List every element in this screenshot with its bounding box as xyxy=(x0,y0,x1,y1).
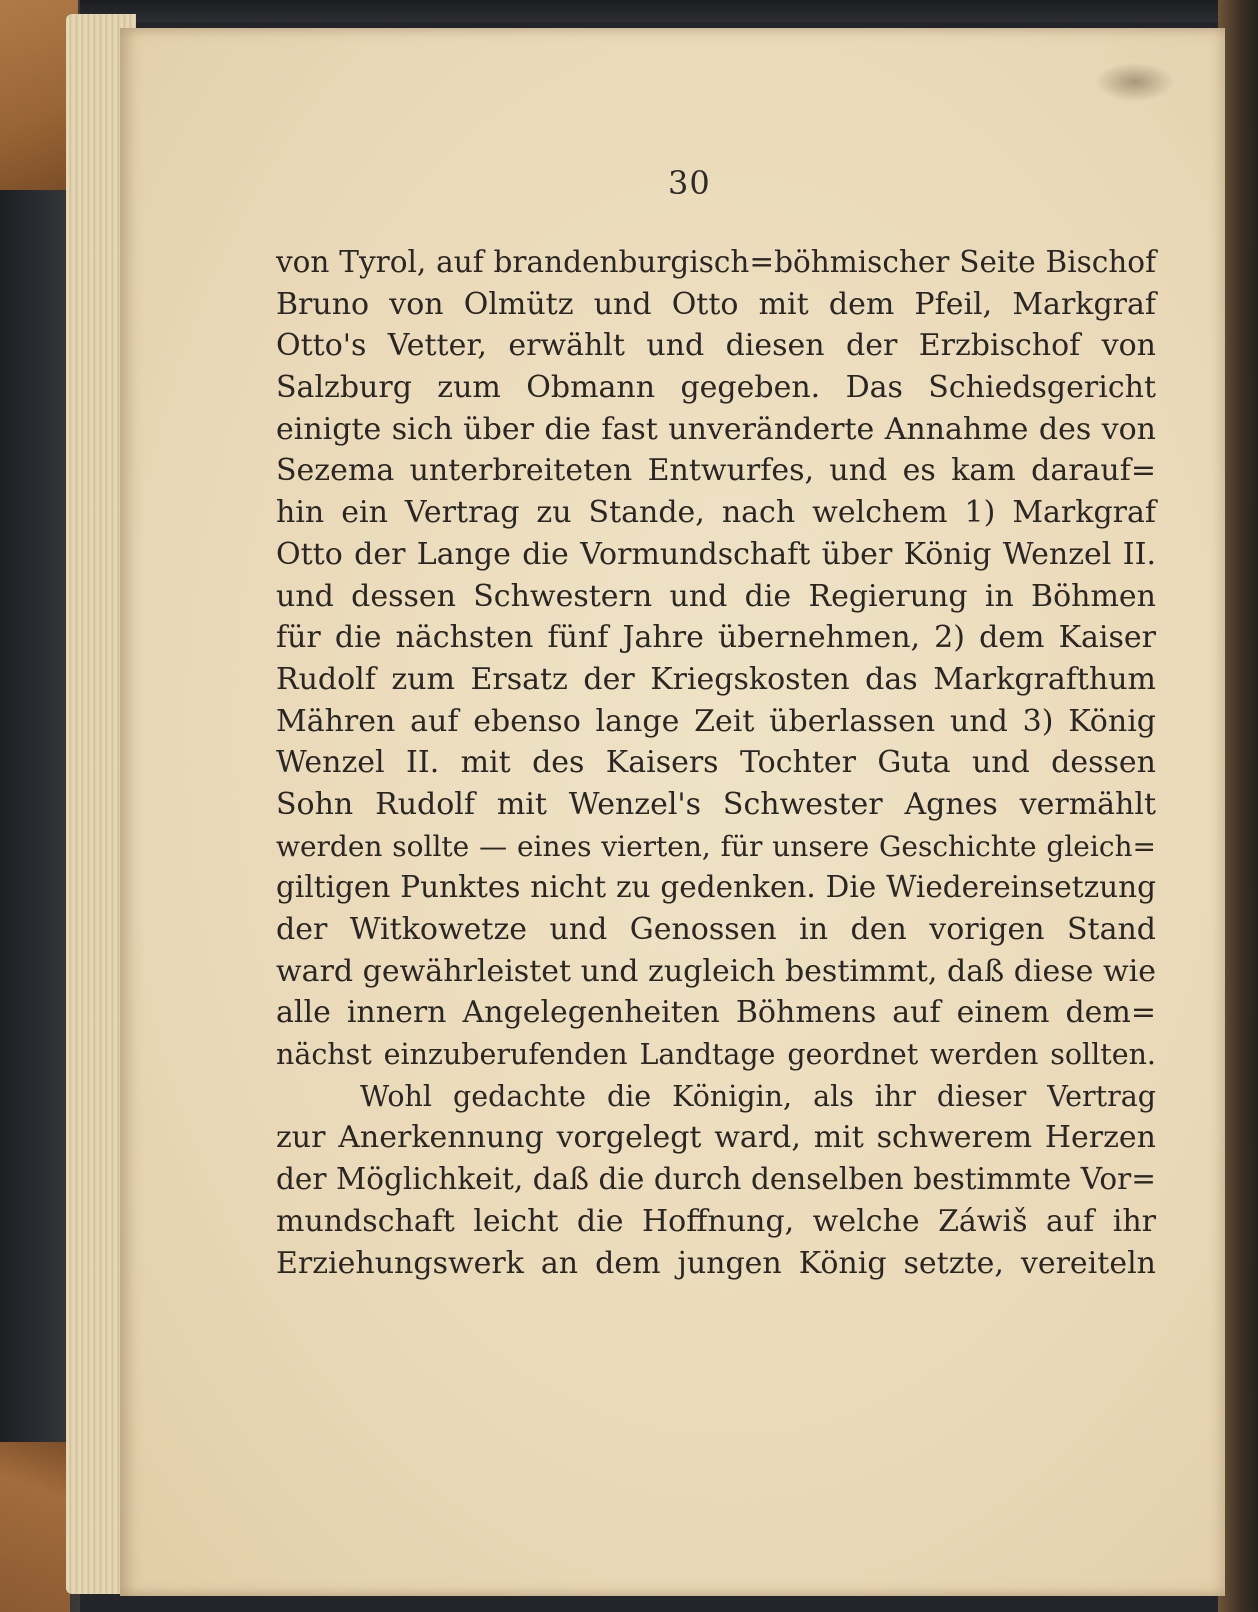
text-line: Bruno von Olmütz und Otto mit dem Pfeil, Markgraf xyxy=(276,286,1156,322)
text-line: Wenzel II. mit des Kaisers Tochter Guta und dessen xyxy=(276,745,1156,781)
page-text xyxy=(276,242,1156,1284)
text-line: von Tyrol, auf brandenburgisch=böhmischer Seite Bischof xyxy=(276,245,1156,279)
text-line: der Witkowetze und Genossen in den vorigen Stand xyxy=(276,912,1156,947)
text-line: ward gewährleistet und zugleich bestimmt, daß diese wie xyxy=(276,953,1156,989)
text-line: für die nächsten fünf Jahre übernehmen, 2) dem Kaiser xyxy=(276,620,1156,656)
text-line: werden sollte — eines vierten, für unsere Geschichte gleich= xyxy=(276,829,1156,863)
text-line: mundschaft leicht die Hoffnung, welche Záwiš auf ihr xyxy=(276,1203,1156,1239)
text-line: und dessen Schwestern und die Regierung in Böhmen xyxy=(276,578,1156,614)
page-stain xyxy=(1095,62,1175,102)
leather-corner-bottom xyxy=(0,1442,70,1612)
text-line: Sezema unterbreiteten Entwurfes, und es kam darauf= xyxy=(276,453,1156,489)
text-line: zur Anerkennung vorgelegt ward, mit schwerem Herzen xyxy=(276,1120,1156,1156)
text-line: einigte sich über die fast unveränderte Annahme des von xyxy=(276,411,1156,447)
text-line: Erziehungswerk an dem jungen König setzte, vereiteln xyxy=(276,1245,1156,1281)
text-line: Mähren auf ebenso lange Zeit überlassen und 3) König xyxy=(276,703,1156,739)
text-line: der Möglichkeit, daß die durch denselben bestimmte Vor= xyxy=(276,1162,1156,1197)
text-line: giltigen Punktes nicht zu gedenken. Die Wiedereinsetzung xyxy=(276,870,1156,905)
page-number: 30 xyxy=(668,164,711,202)
text-line: nächst einzuberufenden Landtage geordnet werden sollten. xyxy=(276,1038,1156,1072)
binding-top-edge xyxy=(0,0,1258,22)
text-line: Otto der Lange die Vormundschaft über König Wenzel II. xyxy=(276,536,1156,572)
text-line: Otto's Vetter, erwählt und diesen der Erzbischof von xyxy=(276,328,1156,364)
text-line: alle innern Angelegenheiten Böhmens auf einem dem= xyxy=(276,995,1156,1031)
text-line: Sohn Rudolf mit Wenzel's Schwester Agnes vermählt xyxy=(276,786,1156,822)
text-line: Salzburg zum Obmann gegeben. Das Schiedsgericht xyxy=(276,370,1156,406)
text-line: Rudolf zum Ersatz der Kriegskosten das Markgrafthum xyxy=(276,661,1156,697)
text-line: Wohl gedachte die Königin, als ihr dieser Vertrag xyxy=(360,1079,1156,1113)
text-line: hin ein Vertrag zu Stande, nach welchem 1) Markgraf xyxy=(276,495,1156,531)
